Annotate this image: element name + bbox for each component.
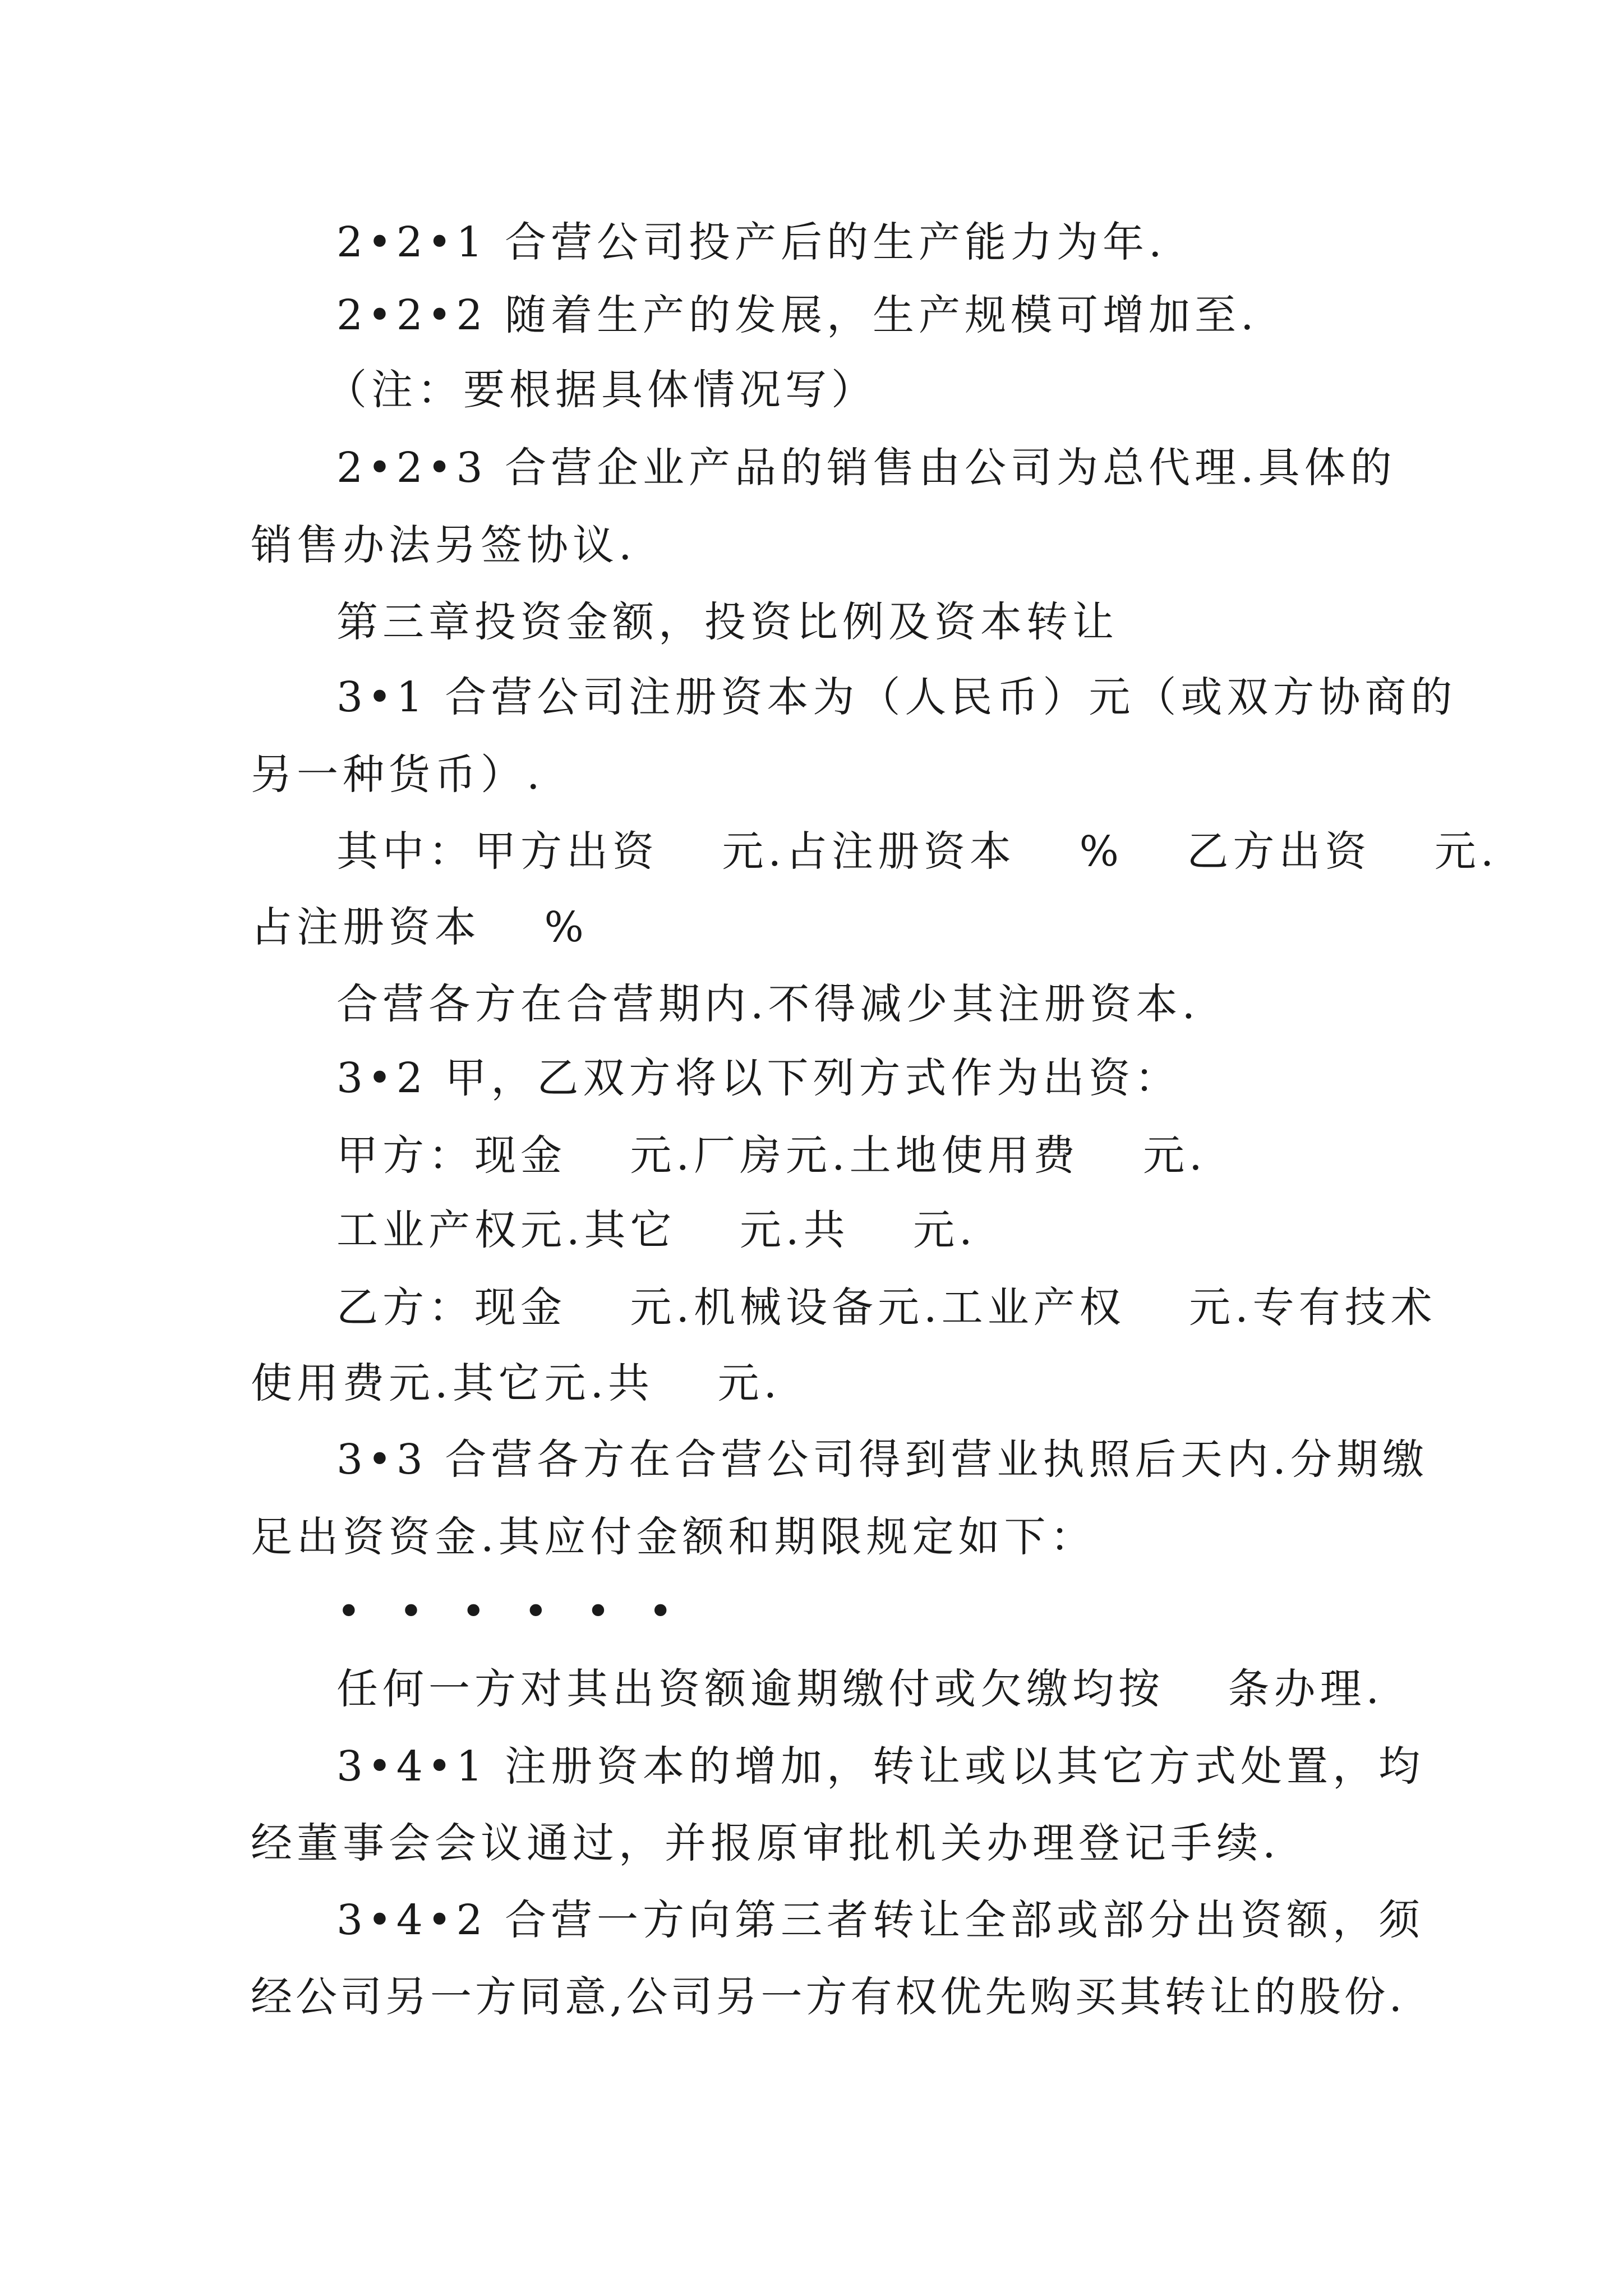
party-b-contribution: 乙方：现金 元.机械设备元.工业产权 元.专有技术 xyxy=(336,1283,1437,1332)
chapter-3-heading: 第三章投资金额，投资比例及资本转让 xyxy=(336,598,1118,646)
clause-3-4-2: 3•4•2 合营一方向第三者转让全部或部分出资额，须 xyxy=(336,1896,1425,1944)
clause-3-4-1-continued: 经董事会会议通过，并报原审批机关办理登记手续. xyxy=(251,1819,1280,1867)
clause-3-1-continued: 另一种货币）. xyxy=(251,751,545,799)
party-b-contribution-cont: 使用费元.其它元.共 元. xyxy=(251,1359,782,1407)
party-a-contribution-cont: 工业产权元.其它 元.共 元. xyxy=(336,1206,977,1254)
clause-2-2-3: 2•2•3 合营企业产品的销售由公司为总代理.具体的 xyxy=(336,444,1396,492)
capital-no-reduction: 合营各方在合营期内.不得减少其注册资本. xyxy=(336,980,1200,1028)
clause-3-1: 3•1 合营公司注册资本为（人民币）元（或双方协商的 xyxy=(336,673,1457,721)
clause-3-3: 3•3 合营各方在合营公司得到营业执照后天内.分期缴 xyxy=(336,1435,1428,1484)
ellipsis-dots: • • • • • • xyxy=(336,1588,685,1636)
clause-3-3-continued: 足出资资金.其应付金额和期限规定如下： xyxy=(251,1513,1096,1561)
late-payment-clause: 任何一方对其出资额逾期缴付或欠缴均按 条办理. xyxy=(336,1665,1384,1713)
clause-2-2-1: 2•2•1 合营公司投产后的生产能力为年. xyxy=(336,218,1166,266)
capital-split: 其中：甲方出资 元.占注册资本 % 乙方出资 元. xyxy=(336,827,1498,876)
clause-3-4-1: 3•4•1 注册资本的增加，转让或以其它方式处置，均 xyxy=(336,1742,1425,1791)
note: （注：要根据具体情况写） xyxy=(325,366,877,414)
clause-2-2-2: 2•2•2 随着生产的发展，生产规模可增加至. xyxy=(336,291,1258,339)
clause-3-4-2-continued: 经公司另一方同意,公司另一方有权优先购买其转让的股份. xyxy=(251,1973,1406,2021)
party-a-contribution: 甲方：现金 元.厂房元.土地使用费 元. xyxy=(336,1131,1207,1180)
capital-split-continued: 占注册资本 % xyxy=(251,903,588,951)
clause-3-2: 3•2 甲，乙双方将以下列方式作为出资： xyxy=(336,1054,1181,1102)
clause-2-2-3-continued: 销售办法另签协议. xyxy=(251,521,637,569)
